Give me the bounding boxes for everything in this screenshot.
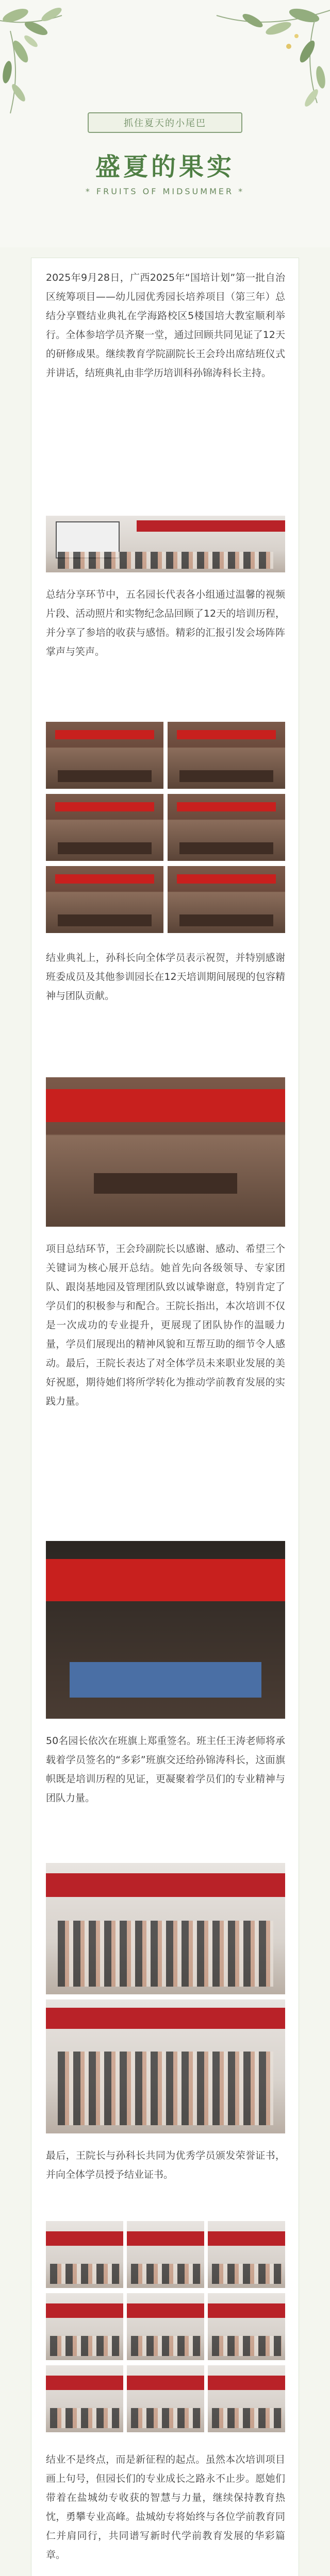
photo-sharing-1 (46, 722, 163, 789)
photo-flag-signing-1 (46, 1863, 285, 1994)
photo-sharing-5 (46, 866, 163, 933)
photo-certificate-9 (208, 2365, 285, 2432)
photo-certificate-2 (127, 2221, 204, 2288)
photo-certificate-5 (127, 2293, 204, 2360)
leaf-decoration-right (186, 0, 330, 118)
photo-certificate-8 (127, 2365, 204, 2432)
paragraph-summary: 项目总结环节，王会玲副院长以感谢、感动、希望三个关键词为核心展开总结。她首先向各级领导、专家团队、跟岗基地园及管理团队致以诚挚谢意，特别肯定了学员们的积极参与和配合。王院长指出，本次培训不仅是一次成功的专业提升，更展现了团队协作的温暖力量，学员们展现出的精神风貌和互帮互助的细节令人感动。最后，王院长表达了对全体学员未来职业发展的美好祝愿，期待她们将所学转化为推动学前教育发展的实践力量。 (46, 1243, 285, 1407)
header-tag (88, 112, 242, 133)
photo-sharing-6 (168, 866, 285, 933)
photo-sharing-2 (168, 722, 285, 789)
photo-flag-signing-2 (46, 1999, 285, 2133)
photo-stage-speech (46, 1077, 285, 1227)
page-header (0, 0, 330, 247)
photo-ceremony-hall (46, 516, 285, 572)
paragraph-flag-signing: 50名园长依次在班旗上郑重签名。班主任王涛老师将承载着学员签名的“多彩”班旗交还给孙锦涛科长，这面旗帜既是培训历程的见证，更凝聚着学员们的专业精神与团队力量。 (46, 1735, 285, 1804)
paragraph-certificates: 最后，王院长与孙科长共同为优秀学员颁发荣誉证书，并向全体学员授予结业证书。 (46, 2150, 285, 2180)
paragraph-congratulation: 结业典礼上，孙科长向全体学员表示祝贺，并特别感谢班委成员及其他参训园长在12天培训期间展现的包容精神与团队贡献。 (46, 952, 285, 1002)
header-tag-text: 抓住夏天的小尾巴 (124, 118, 206, 129)
photo-sharing-3 (46, 794, 163, 861)
article-body (31, 258, 299, 2576)
paragraph-sharing: 总结分享环节中，五名园长代表各小组通过温馨的视频片段、活动照片和实物纪念品回顾了12天的培训历程，并分享了参培的收获与感悟。精彩的汇报引发会场阵阵掌声与笑声。 (46, 589, 285, 657)
paragraph-closing: 结业不是终点，而是新征程的起点。虽然本次培训项目画上句号，但园长们的专业成长之路永不止步。愿她们带着在盐城幼专收获的智慧与力量，继续保持教育热忱，勇攀专业高峰。盐城幼专将始终与各位学前教育同仁并肩同行，共同谱写新时代学前教育发展的华彩篇章。 (46, 2454, 285, 2561)
photo-certificate-4 (46, 2293, 123, 2360)
photo-certificate-3 (208, 2221, 285, 2288)
photo-certificate-7 (46, 2365, 123, 2432)
photo-grid-sharing (46, 722, 285, 938)
photo-certificate-1 (46, 2221, 123, 2288)
photo-grid-certificates (46, 2221, 285, 2437)
page-subtitle: * FRUITS OF MIDSUMMER * (85, 187, 245, 196)
page-title: 盛夏的果实 (95, 152, 235, 181)
photo-sharing-4 (168, 794, 285, 861)
photo-certificate-6 (208, 2293, 285, 2360)
paragraph-intro: 2025年9月28日，广西2025年“国培计划”第一批自治区统筹项目——幼儿园优秀园长培养项目（第三年）总结分享暨结业典礼在学海路校区5楼国培大教室顺利举行。全体参培学员齐聚一堂，通过回顾共同见证了12天的研修成果。继续教育学院副院长王会玲出席结班仪式并讲话，结班典礼由非学历培训科孙锦涛科长主持。 (46, 272, 285, 379)
photo-leaders-table (46, 1541, 285, 1719)
